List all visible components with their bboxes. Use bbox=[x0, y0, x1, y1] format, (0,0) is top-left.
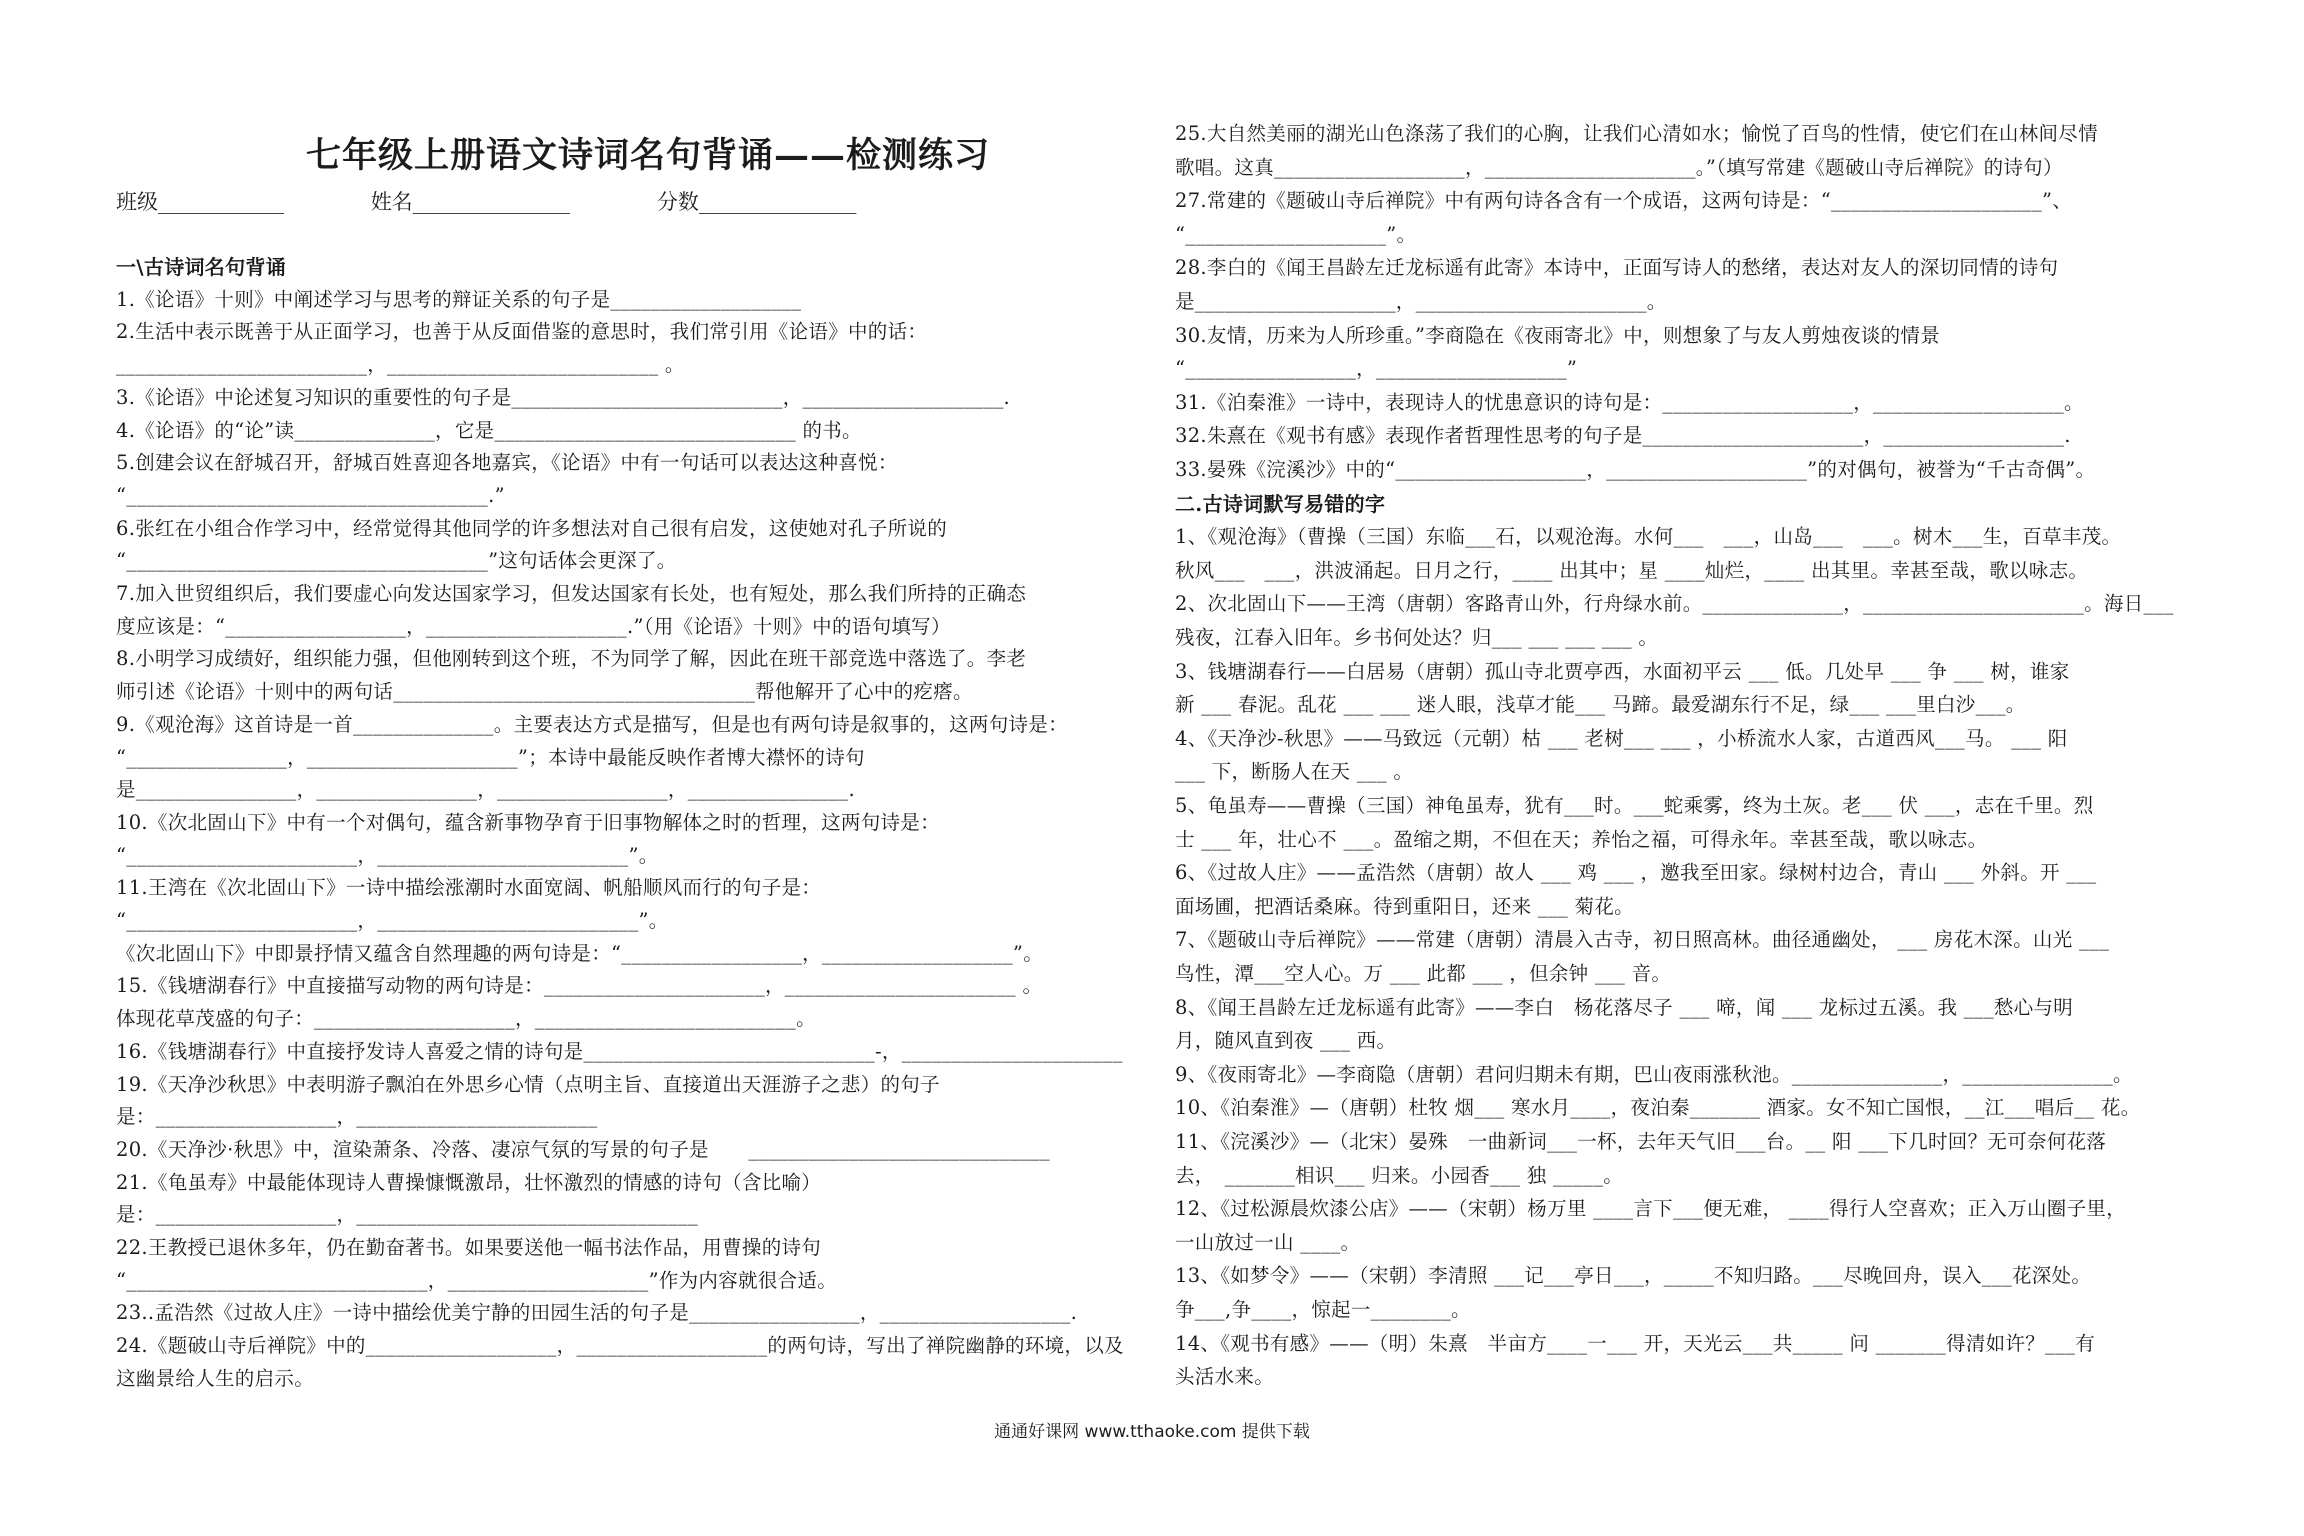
question-line: 15.《钱塘湖春行》中直接描写动物的两句诗是：______________________，_______________________ 。 bbox=[116, 974, 1043, 998]
question-line: 3.《论语》中论述复习知识的重要性的句子是___________________________，____________________. bbox=[116, 385, 1011, 409]
question-line: 7、《题破山寺后禅院》——常建（唐朝）清晨入古寺，初日照高林。曲径通幽处， ___ 房花木深。山光 ___ bbox=[1175, 928, 2110, 952]
question-line: 面场圃，把酒话桑麻。待到重阳日，还来 ___ 菊花。 bbox=[1175, 894, 1634, 918]
question-line: 月，随风直到夜 ___ 西。 bbox=[1175, 1029, 1397, 1053]
footer-credit: 通通好课网 www.tthaoke.com 提供下载 bbox=[994, 1422, 1310, 1442]
question-line: 是____________________，_______________________。 bbox=[1175, 290, 1667, 313]
question-line: 30.友情，历来为人所珍重。”李商隐在《夜雨寄北》中，则想象了与友人剪烛夜谈的情景 bbox=[1175, 323, 1941, 347]
question-line: ___ 下，断肠人在天 ___ 。 bbox=[1175, 760, 1414, 784]
question-line: 10、《泊秦淮》—（唐朝）杜牧 烟___ 寒水月____，夜泊秦_______ 酒家。女不知亡国恨，__江___唱后__ 花。 bbox=[1175, 1096, 2141, 1120]
question-line: 11.王湾在《次北固山下》一诗中描绘涨潮时水面宽阔、帆船顺风而行的句子是： bbox=[116, 876, 822, 900]
question-line: 秋风___ ___，洪波涌起。日月之行，____ 出其中；星 ____灿烂，____ 出其里。幸甚至哉，歌以咏志。 bbox=[1175, 558, 2089, 582]
question-line: 33.晏殊《浣溪沙》中的“___________________，____________________”的对偶句，被誉为“千古奇偶”。 bbox=[1175, 458, 2096, 481]
question-line: “____________________________________”这句话体会更深了。 bbox=[116, 549, 677, 573]
question-line: 师引述《论语》十则中的两句话____________________________________帮他解开了心中的疙瘩。 bbox=[116, 680, 973, 704]
question-line: 9、《夜雨寄北》—李商隐（唐朝）君问归期未有期，巴山夜雨涨秋池。_______________，_______________。 bbox=[1175, 1062, 2133, 1086]
question-line: 8、《闻王昌龄左迁龙标遥有此寄》——李白 杨花落尽子 ___ 啼，闻 ___ 龙标过五溪。我 ___愁心与明 bbox=[1175, 995, 2074, 1019]
question-line: 16.《钱塘湖春行》中直接抒发诗人喜爱之情的诗句是_____________________________-，______________________ bbox=[116, 1039, 1123, 1063]
question-line: 20.《天净沙·秋思》中，渲染萧条、冷落、凄凉气氛的写景的句子是 ______________________________ bbox=[116, 1137, 1050, 1161]
question-line: 鸟性，潭___空人心。万 ___ 此都 ___ ，但余钟 ___ 音。 bbox=[1175, 962, 1672, 985]
question-line: 4.《论语》的“论”读______________，它是______________________________ 的书。 bbox=[116, 418, 862, 442]
question-line: 19.《天净沙秋思》中表明游子飘泊在外思乡心情（点明主旨、直接道出天涯游子之悲）的句子 bbox=[116, 1072, 940, 1096]
name-field: 姓名_______________ bbox=[370, 190, 571, 214]
question-line: 这幽景给人生的启示。 bbox=[116, 1366, 315, 1390]
question-line: 27.常建的《题破山寺后禅院》中有两句诗各含有一个成语，这两句诗是：“_____________________”、 bbox=[1175, 189, 2073, 213]
question-line: 体现花草茂盛的句子：____________________，__________________________。 bbox=[116, 1007, 816, 1031]
question-line: 去， _______相识___ 归来。小园香___ 独 _____。 bbox=[1175, 1163, 1624, 1187]
question-line: 4、《天净沙-秋思》——马致远（元朝）枯 ___ 老树___ ___ ，小桥流水人家，古道西风___马。 ___ 阳 bbox=[1175, 726, 2068, 750]
question-line: 3、钱塘湖春行——白居易（唐朝）孤山寺北贾亭西，水面初平云 ___ 低。几处早 ___ 争 ___ 树，谁家 bbox=[1175, 659, 2070, 683]
question-line: 2、次北固山下——王湾（唐朝）客路青山外，行舟绿水前。______________，______________________。海日___ bbox=[1175, 592, 2174, 616]
question-line: 争___,争____，惊起一________。 bbox=[1175, 1298, 1471, 1321]
question-line: 28.李白的《闻王昌龄左迁龙标遥有此寄》本诗中，正面写诗人的愁绪，表达对友人的深切同情的诗句 bbox=[1175, 256, 2059, 280]
question-line: _________________________，___________________________ 。 bbox=[116, 353, 685, 377]
student-info-row bbox=[116, 186, 936, 216]
question-line: 8.小明学习成绩好，组织能力强，但他刚转到这个班，不为同学了解，因此在班干部竞选中落选了。李老 bbox=[116, 647, 1027, 671]
question-line: 《次北固山下》中即景抒情又蕴含自然理趣的两句诗是：“__________________，___________________”。 bbox=[116, 941, 1043, 965]
question-line: 1、《观沧海》（曹操（三国）东临___石，以观沧海。水何___ ___，山岛___ ___。树木___生，百草丰茂。 bbox=[1175, 525, 2122, 549]
question-line: “____________________________________.” bbox=[116, 483, 505, 507]
question-line: 32.朱熹在《观书有感》表现作者哲理性思考的句子是______________________，__________________. bbox=[1175, 424, 2071, 448]
question-line: 13、《如梦令》——（宋朝）李清照 ___记___亭日___，_____不知归路。___尽晚回舟，误入___花深处。 bbox=[1175, 1264, 2092, 1288]
question-line: 是：__________________，________________________ bbox=[116, 1105, 598, 1129]
question-line: 度应该是：“__________________，____________________.”（用《论语》十则》中的语句填写） bbox=[116, 614, 951, 638]
question-line: “____________________”。 bbox=[1175, 222, 1417, 246]
question-line: 7.加入世贸组织后，我们要虚心向发达国家学习，但发达国家有长处，也有短处，那么我们所持的正确态 bbox=[116, 582, 1027, 605]
question-line: 士 ___ 年，壮心不 ___。盈缩之期，不但在天；养怡之福，可得永年。幸甚至哉，歌以咏志。 bbox=[1175, 827, 1988, 851]
question-line: 23..孟浩然《过故人庄》一诗中描绘优美宁静的田园生活的句子是_________________，___________________. bbox=[116, 1301, 1078, 1325]
section-heading: 一\古诗词名句背诵 bbox=[116, 255, 287, 279]
question-line: “_______________________，_________________________”。 bbox=[116, 843, 659, 867]
question-line: 11、《浣溪沙》—（北宋）晏殊 一曲新词___一杯，去年天气旧___台。__ 阳 ___下几时回？无可奈何花落 bbox=[1175, 1130, 2107, 1153]
question-line: 14、《观书有感》——（明）朱熹 半亩方____一___ 开，天光云___共_____ 问 _______得清如许？___有 bbox=[1175, 1331, 2096, 1355]
score-field: 分数_______________ bbox=[656, 190, 857, 214]
question-line: 10.《次北固山下》中有一个对偶句，蕴含新事物孕育于旧事物解体之时的哲理，这两句诗是： bbox=[116, 810, 940, 834]
question-line: 残夜，江春入旧年。乡书何处达？归___ ___ ___ ___ 。 bbox=[1175, 626, 1659, 649]
question-line: “______________________________，____________________”作为内容就很合适。 bbox=[116, 1268, 838, 1292]
question-line: 是________________，________________，_________________，________________. bbox=[116, 778, 855, 802]
question-line: 1.《论语》十则》中阐述学习与思考的辩证关系的句子是___________________ bbox=[116, 287, 802, 311]
question-line: 歌唱。这真___________________，_____________________。”（填写常建《题破山寺后禅院》的诗句） bbox=[1175, 155, 2063, 179]
question-line: 是：__________________，__________________________________ bbox=[116, 1203, 698, 1227]
question-line: 2.生活中表示既善于从正面学习，也善于从反面借鉴的意思时，我们常引用《论语》中的话： bbox=[116, 320, 928, 344]
page-title: 七年级上册语文诗词名句背诵——检测练习 bbox=[306, 135, 991, 176]
question-line: 22.王教授已退休多年，仍在勤奋著书。如果要送他一幅书法作品，用曹操的诗句 bbox=[116, 1236, 822, 1259]
question-line: 21.《龟虽寿》中最能体现诗人曹操慷慨激昂，壮怀激烈的情感的诗句（含比喻） bbox=[116, 1170, 822, 1194]
section-heading: 二.古诗词默写易错的字 bbox=[1175, 491, 1386, 516]
question-line: “_______________________，__________________________”。 bbox=[116, 909, 669, 932]
question-line: “_________________，___________________” bbox=[1175, 357, 1578, 381]
question-line: 6.张红在小组合作学习中，经常觉得其他同学的许多想法对自己很有启发，这使她对孔子所说的 bbox=[116, 516, 948, 540]
question-line: 9.《观沧海》这首诗是一首______________。主要表达方式是描写，但是也有两句诗是叙事的，这两句诗是： bbox=[116, 712, 1068, 736]
question-line: “________________，_____________________”；本诗中最能反映作者博大襟怀的诗句 bbox=[116, 745, 865, 769]
question-line: 12、《过松源晨炊漆公店》——（宋朝）杨万里 ____言下___便无难， ____得行人空喜欢；正入万山圈子里， bbox=[1175, 1197, 2127, 1221]
question-line: 24.《题破山寺后禅院》中的___________________，___________________的两句诗，写出了禅院幽静的环境，以及 bbox=[116, 1334, 1124, 1358]
question-line: 31.《泊秦淮》一诗中，表现诗人的忧患意识的诗句是：___________________，___________________。 bbox=[1175, 390, 2084, 414]
question-line: 新 ___ 春泥。乱花 ___ ___ 迷人眼，浅草才能___ 马蹄。最爱湖东行不足，绿___ ___里白沙___。 bbox=[1175, 693, 2026, 717]
question-line: 6、《过故人庄》——孟浩然（唐朝）故人 ___ 鸡 ___ ，邀我至田家。绿树村边合，青山 ___ 外斜。开 ___ bbox=[1175, 861, 2097, 885]
question-line: 5.创建会议在舒城召开，舒城百姓喜迎各地嘉宾，《论语》中有一句话可以表达这种喜悦： bbox=[116, 451, 898, 475]
question-line: 头活水来。 bbox=[1175, 1365, 1275, 1389]
question-line: 一山放过一山 ____。 bbox=[1175, 1230, 1361, 1254]
class-field: 班级____________ bbox=[116, 190, 284, 214]
question-line: 5、龟虽寿——曹操（三国）神龟虽寿，犹有___时。___蛇乘雾，终为土灰。老___ 伏 ___，志在千里。烈 bbox=[1175, 794, 2094, 817]
question-line: 25.大自然美丽的湖光山色涤荡了我们的心胸，让我们心清如水；愉悦了百鸟的性情，使它们在山林间尽情 bbox=[1175, 122, 2098, 145]
